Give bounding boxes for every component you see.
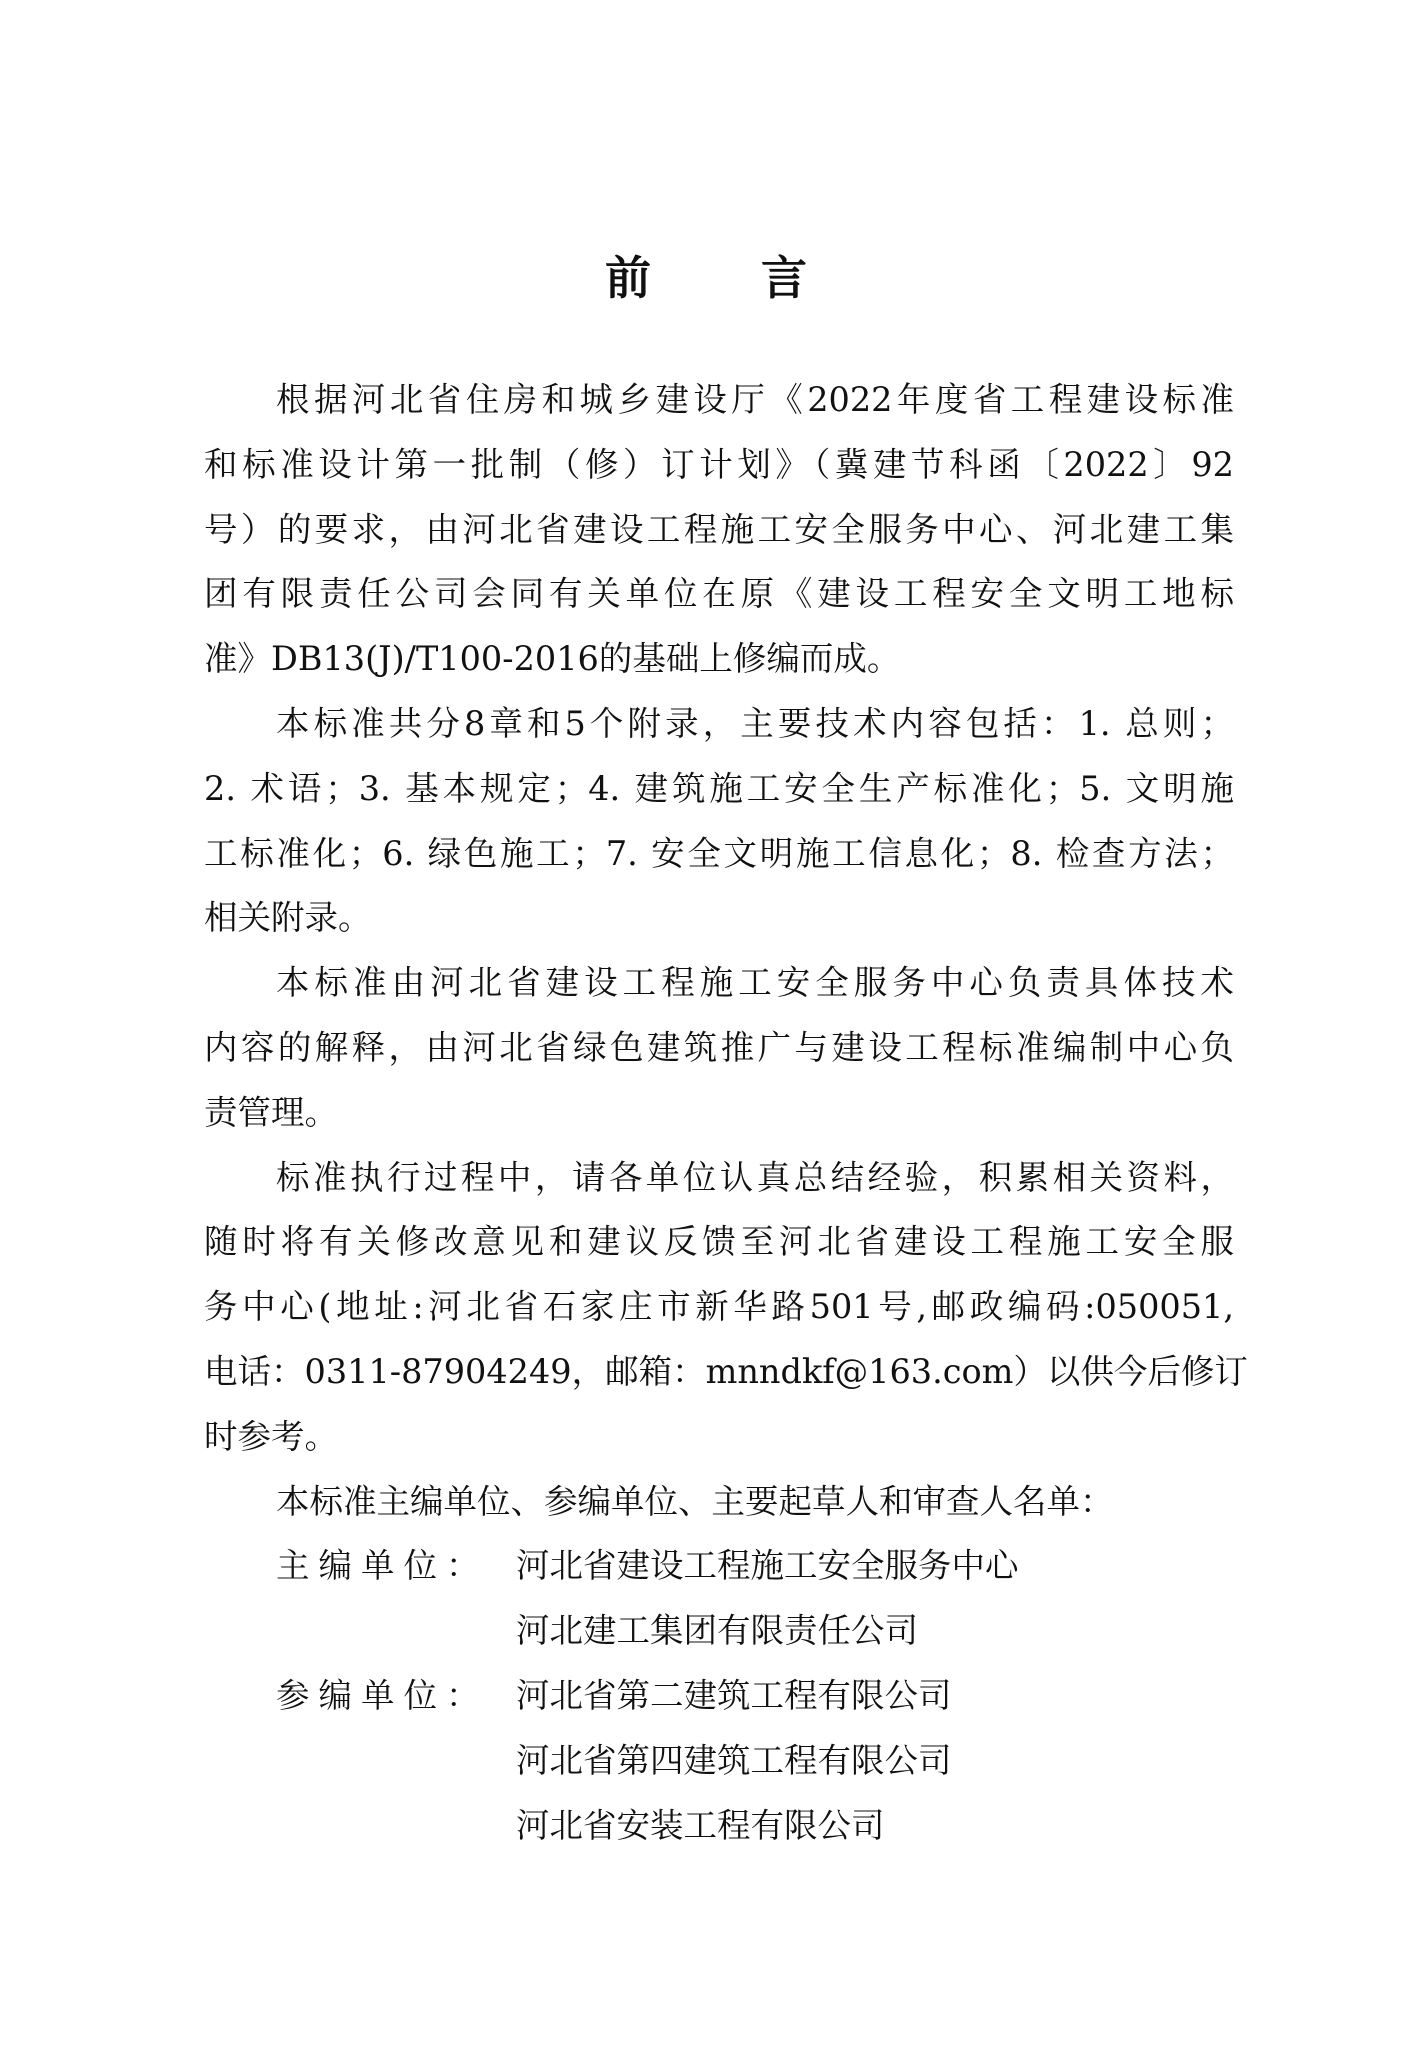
organization-row [204, 1729, 1234, 1794]
organization-row [204, 1794, 1234, 1859]
paragraph [204, 368, 1234, 692]
paragraph-line: 本标准主编单位、参编单位、主要起草人和审查人名单： [276, 1481, 1114, 1521]
preface-body [204, 368, 1248, 1858]
paragraph-line: 责管理。 [204, 1092, 338, 1132]
paragraph [204, 692, 1234, 951]
organization-label [204, 1794, 516, 1859]
organization-row [204, 1664, 1234, 1729]
paragraph-line: 务中心(地址:河北省石家庄市新华路501号,邮政编码:050051, [204, 1287, 1234, 1327]
organization-name: 河北省第二建筑工程有限公司 [516, 1675, 952, 1715]
paragraph-line: 内容的解释，由河北省绿色建筑推广与建设工程标准编制中心负 [204, 1027, 1234, 1067]
organization-name: 河北建工集团有限责任公司 [516, 1611, 918, 1651]
organization-label: 参编单位： [276, 1675, 489, 1715]
paragraph-line: 团有限责任公司会同有关单位在原《建设工程安全文明工地标 [204, 574, 1234, 614]
page-title: 前言 [605, 251, 917, 305]
paragraph-line: 标准执行过程中，请各单位认真总结经验，积累相关资料， [276, 1157, 1234, 1197]
paragraph-line: 号）的要求，由河北省建设工程施工安全服务中心、河北建工集 [204, 509, 1234, 549]
paragraph [204, 1146, 1248, 1470]
paragraph-line: 2. 术语；3. 基本规定；4. 建筑施工安全生产标准化；5. 文明施 [204, 768, 1234, 808]
paragraph-line: 工标准化；6. 绿色施工；7. 安全文明施工信息化；8. 检查方法； [204, 833, 1234, 873]
paragraph-line: 根据河北省住房和城乡建设厅《2022年度省工程建设标准 [276, 380, 1234, 419]
paragraph [204, 1470, 1234, 1535]
paragraph-line: 随时将有关修改意见和建议反馈至河北省建设工程施工安全服 [204, 1222, 1234, 1262]
organization-name: 河北省建设工程施工安全服务中心 [516, 1546, 1019, 1586]
organization-label [204, 1599, 516, 1664]
paragraph-line: 本标准由河北省建设工程施工安全服务中心负责具体技术 [276, 963, 1234, 1003]
paragraph [204, 951, 1234, 1145]
organization-label [204, 1729, 516, 1794]
paragraph-line: 和标准设计第一批制（修）订计划》（冀建节科函〔2022〕92 [204, 444, 1234, 484]
paragraph-line: 本标准共分8章和5个附录，主要技术内容包括：1. 总则； [276, 703, 1234, 743]
paragraph-line: 电话：0311-87904249，邮箱：mnndkf@163.com）以供今后修订 [204, 1351, 1248, 1391]
organization-name: 河北省安装工程有限公司 [516, 1805, 885, 1845]
paragraph-line: 时参考。 [204, 1416, 338, 1456]
organization-name: 河北省第四建筑工程有限公司 [516, 1740, 952, 1780]
organization-row [204, 1599, 1234, 1664]
paragraph-line: 准》DB13(J)/T100-2016的基础上修编而成。 [204, 639, 901, 679]
organization-row [204, 1534, 1234, 1599]
organization-label: 主编单位： [276, 1546, 489, 1586]
paragraph-line: 相关附录。 [204, 898, 372, 938]
